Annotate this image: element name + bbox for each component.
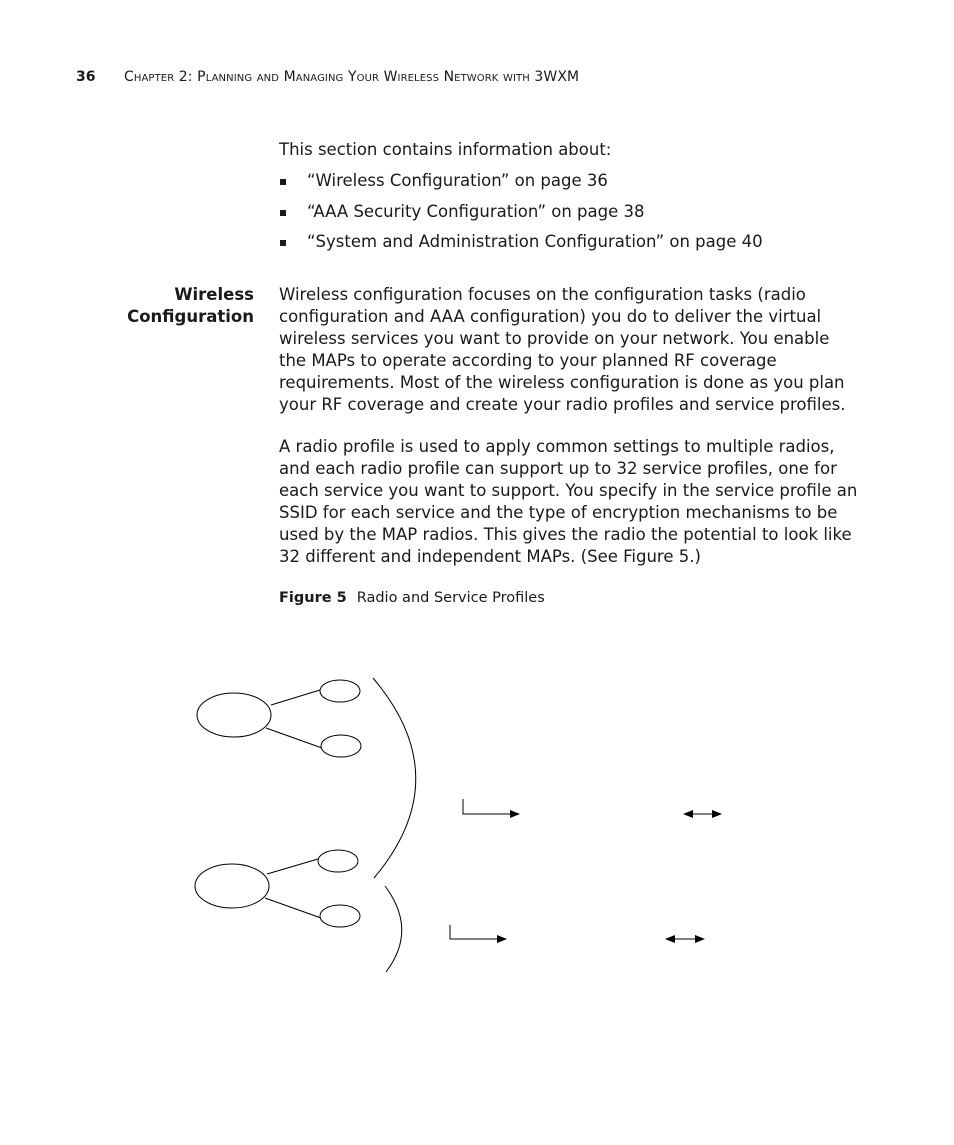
page-number: 36: [76, 69, 96, 85]
list-item-label: “System and Administration Configuration” on page 40: [307, 232, 763, 251]
service-profile-node: [320, 905, 360, 927]
connector-line: [265, 898, 321, 918]
section-heading-line2: Configuration: [127, 307, 254, 326]
connector-line: [266, 728, 322, 748]
intro-text: This section contains information about:: [279, 140, 612, 159]
service-profile-node: [318, 850, 358, 872]
paragraph-2: A radio profile is used to apply common settings to multiple radios, and each radio profile can support up to 32 service profiles, one for each service you want to support. You specify in the service profile an SSID for each service and the type of encryption mechanisms to be used by the MAP radios. This gives the radio the potential to look like 32 different and independent MAPs. (See Figure 5.): [279, 437, 858, 566]
radio-profile-node: [197, 693, 271, 737]
section-heading-line1: Wireless: [174, 285, 254, 304]
connector-line: [267, 859, 318, 874]
list-item-label: “Wireless Configuration” on page 36: [307, 171, 608, 190]
service-profile-node: [320, 680, 360, 702]
list-item-label: “AAA Security Configuration” on page 38: [307, 201, 645, 221]
elbow-arrow: [463, 799, 519, 814]
connector-line: [271, 690, 320, 705]
bracket-arc-large: [373, 678, 416, 878]
figure-label: Figure 5: [279, 590, 347, 606]
radio-profile-node: [195, 864, 269, 908]
bracket-arc-small: [385, 886, 402, 972]
radio-profile-group-top: [197, 680, 361, 757]
figure-title: Radio and Service Profiles: [356, 590, 545, 606]
chapter-title: Chapter 2: Planning and Managing Your Wireless Network with 3WXM: [124, 69, 580, 85]
paragraph-1: Wireless configuration focuses on the configuration tasks (radio configuration and AAA configuration) you do to deliver the virtual wireless services you want to provide on your network. You enable the MAPs to operate according to your planned RF coverage requirements. Most of the wireless configuration is done as you plan your RF coverage and create your radio profiles and service profiles.: [279, 285, 846, 414]
radio-profile-group-bottom: [195, 850, 360, 927]
elbow-arrow: [450, 925, 506, 939]
service-profile-node: [321, 735, 361, 757]
